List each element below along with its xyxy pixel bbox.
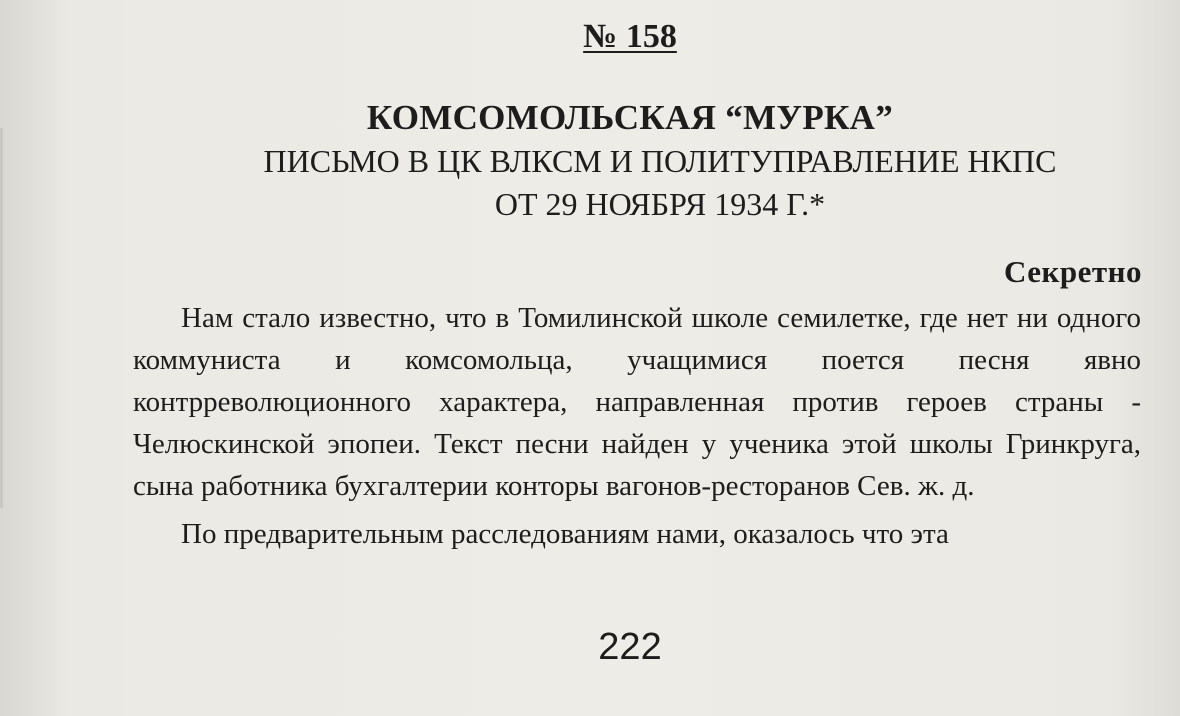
document-subtitle: [0, 140, 1180, 226]
page-number: 222: [598, 626, 662, 668]
body-paragraph: Нам стало известно, что в Томилинской школе семилетке, где нет ни одного коммуниста и комсомольца, учащимися поется песня явно контрреволюционного характера, направленная против героев страны - Челюскинской эпопеи. Текст песни найден у ученика этой школы Гринкруга, сына работника бухгалтерии конторы вагонов-ресторанов Сев. ж. д.: [133, 302, 1141, 502]
letter-body: [133, 297, 1141, 555]
subtitle-line: ОТ 29 НОЯБРЯ 1934 Г.*: [494, 186, 826, 222]
body-paragraph: По предварительным расследованиям нами, оказалось что эта: [181, 518, 949, 550]
document-number: № 158: [583, 18, 677, 55]
document-title: КОМСОМОЛЬСКАЯ “МУРКА”: [366, 98, 894, 137]
classification-label: Секретно: [1004, 254, 1142, 289]
subtitle-line: ПИСЬМО В ЦК ВЛКСМ И ПОЛИТУПРАВЛЕНИЕ НКПС: [263, 143, 1057, 179]
